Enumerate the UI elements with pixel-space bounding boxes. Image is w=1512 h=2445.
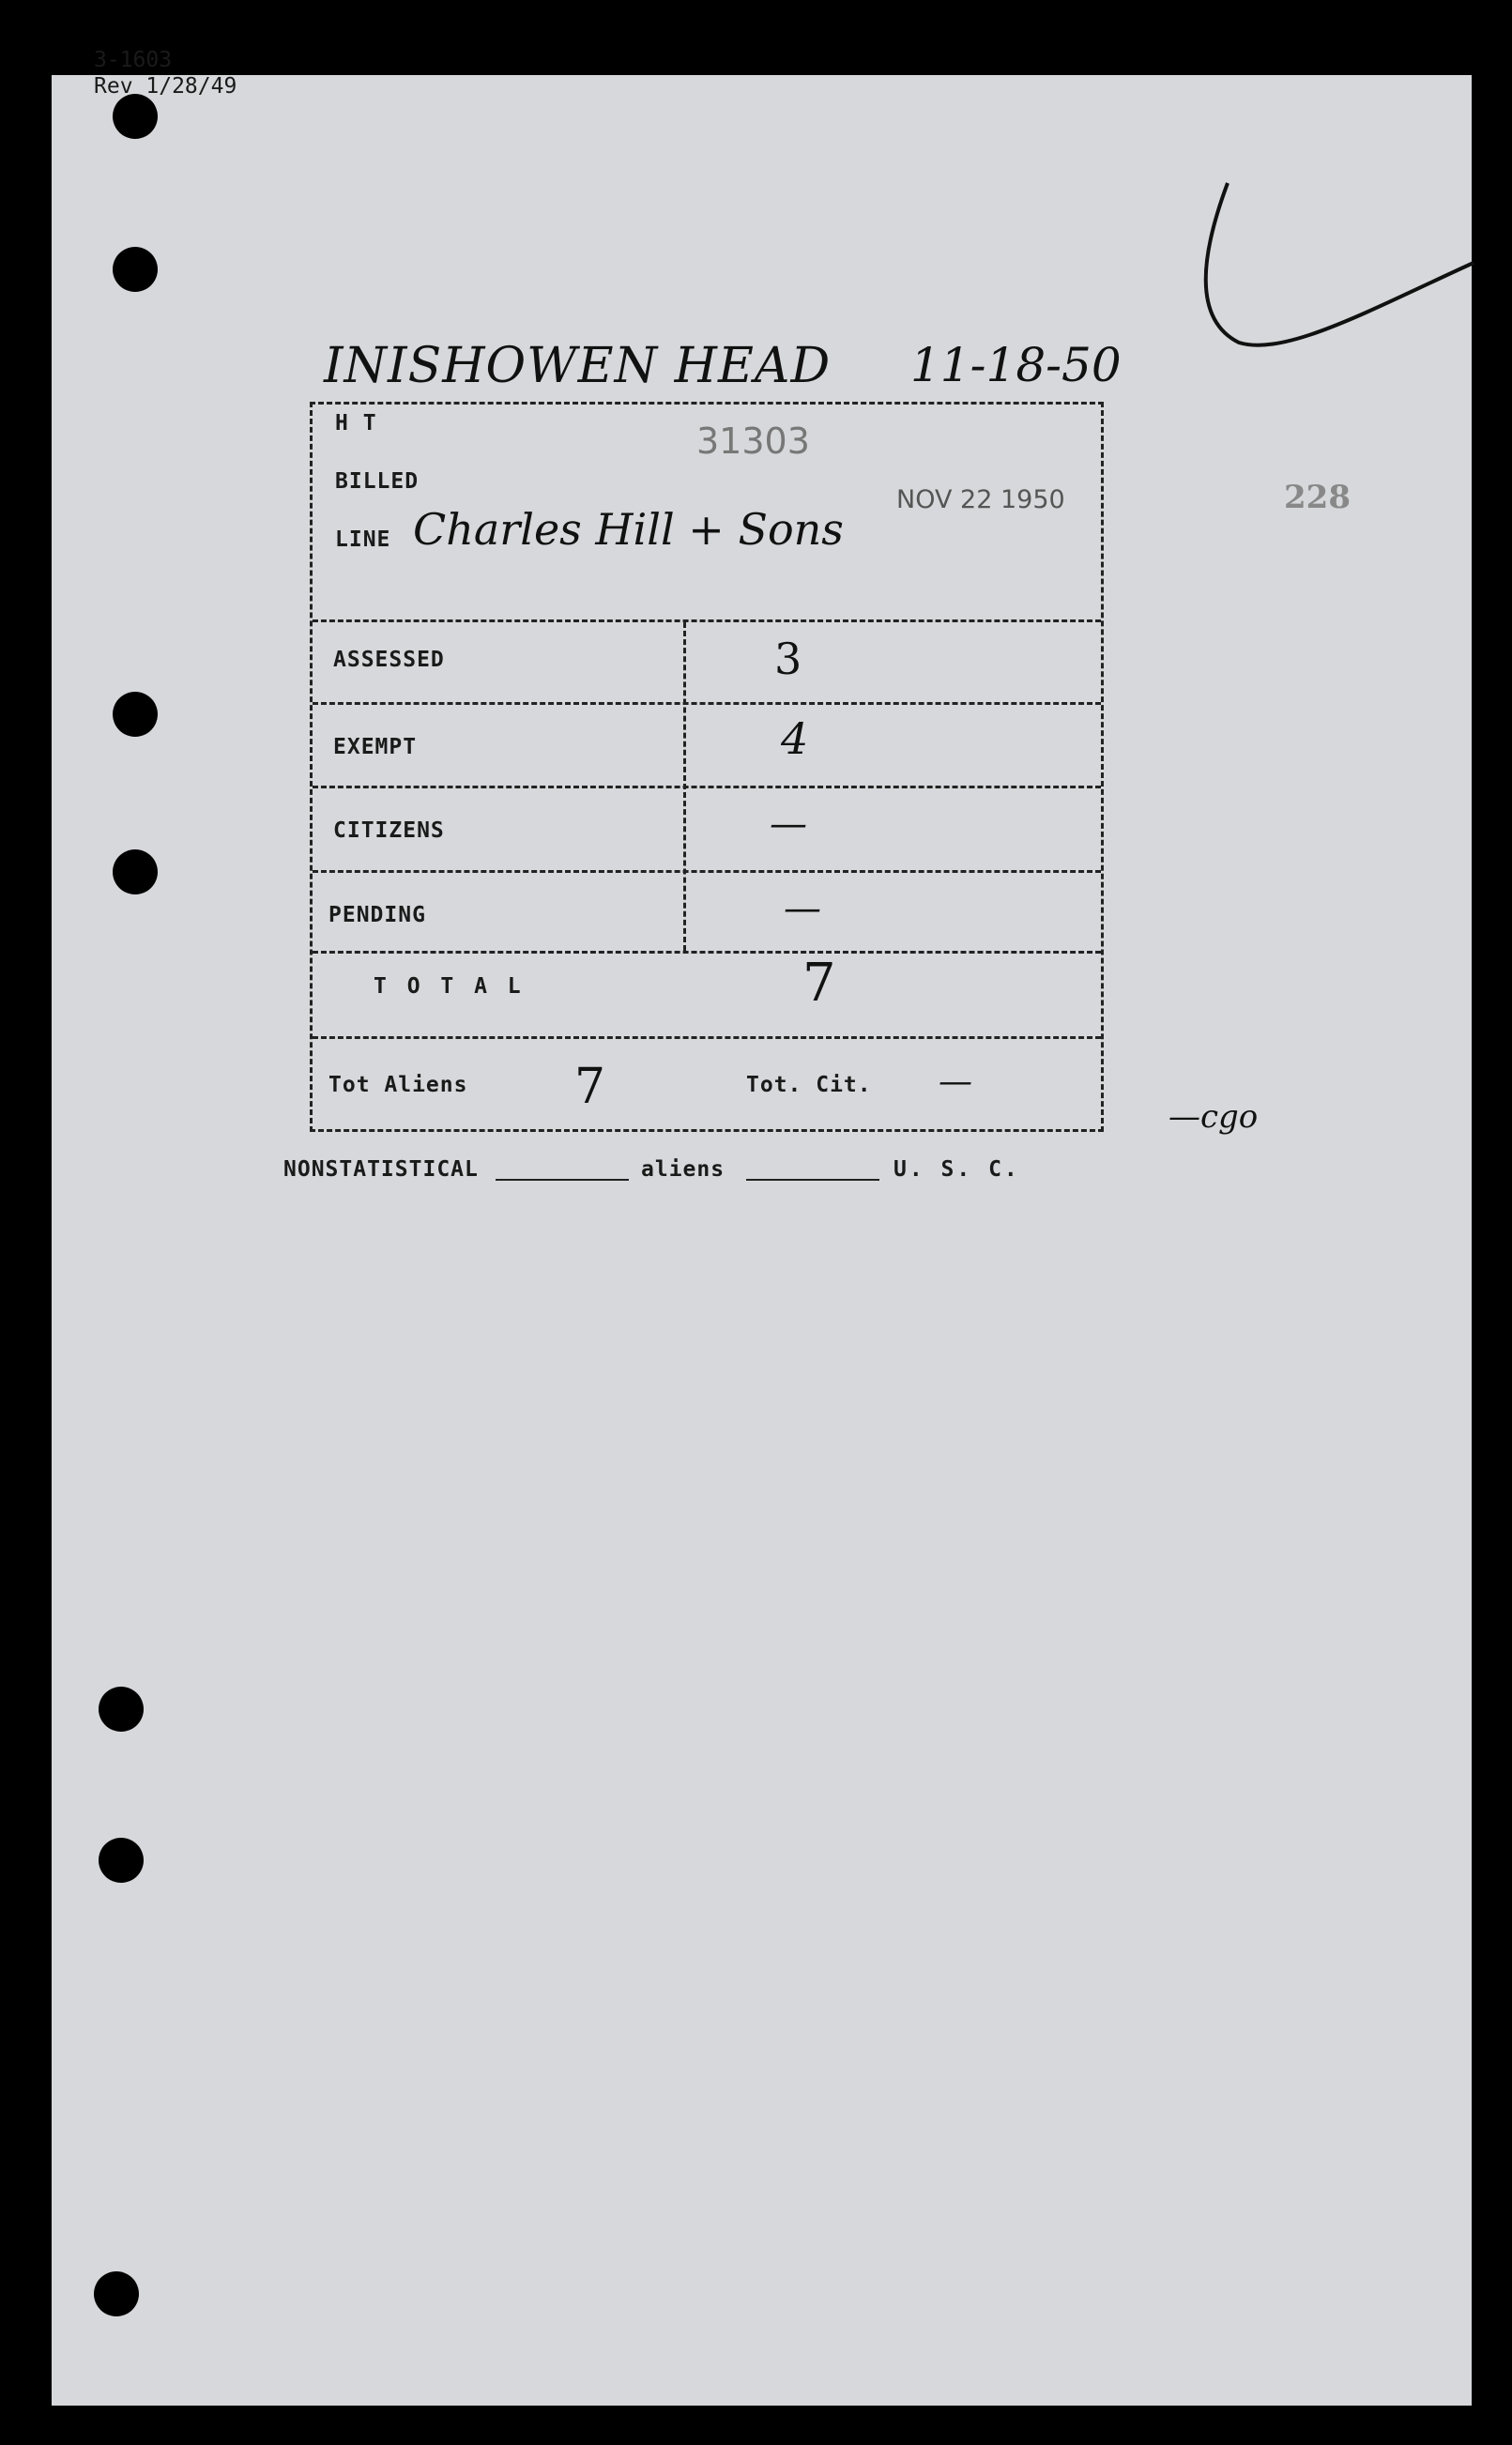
exempt-value: 4 <box>781 713 809 764</box>
ht-label: H T <box>335 411 377 436</box>
assessed-value: 3 <box>774 634 802 684</box>
row-divider <box>313 786 1101 788</box>
line-value: Charles Hill + Sons <box>413 504 844 555</box>
tot-cit-value: — <box>939 1062 972 1101</box>
pending-label: PENDING <box>328 903 426 927</box>
binder-hole <box>113 849 158 894</box>
assessed-label: ASSESSED <box>333 648 445 672</box>
pending-value: — <box>784 887 821 930</box>
row-divider <box>313 619 1101 622</box>
aliens-label: aliens <box>641 1157 725 1182</box>
row-divider <box>313 1036 1101 1039</box>
handwritten-date: 11-18-50 <box>910 338 1122 392</box>
row-divider <box>313 702 1101 705</box>
row-divider <box>313 870 1101 873</box>
date-stamp: NOV 22 1950 <box>896 485 1065 514</box>
total-label: T O T A L <box>374 974 525 999</box>
binder-hole <box>113 247 158 292</box>
citizens-label: CITIZENS <box>333 818 445 843</box>
check-mark-icon <box>1183 178 1483 366</box>
nonstatistical-blank <box>496 1179 629 1181</box>
aliens-blank <box>746 1179 879 1181</box>
page-number: 228 <box>1284 479 1351 516</box>
binder-hole <box>113 94 158 139</box>
row-divider <box>313 951 1101 954</box>
line-label: LINE <box>335 527 391 552</box>
vessel-name: INISHOWEN HEAD <box>324 338 832 394</box>
stamp-number: 31303 <box>696 420 810 462</box>
tot-aliens-value: 7 <box>574 1059 606 1115</box>
billed-label: BILLED <box>335 469 420 494</box>
total-value: 7 <box>802 953 836 1014</box>
citizens-value: — <box>770 802 807 846</box>
binder-hole <box>113 692 158 737</box>
usc-label: U. S. C. <box>893 1157 1020 1182</box>
form-number-block <box>94 47 237 99</box>
column-divider <box>683 622 686 951</box>
binder-hole <box>99 1687 144 1732</box>
tot-aliens-label: Tot Aliens <box>328 1073 468 1097</box>
binder-hole <box>94 2271 139 2316</box>
form-number: 3-1603 <box>94 48 173 72</box>
nonstatistical-label: NONSTATISTICAL <box>283 1157 479 1182</box>
binder-hole <box>99 1838 144 1883</box>
exempt-label: EXEMPT <box>333 735 418 759</box>
tot-cit-label: Tot. Cit. <box>746 1073 872 1097</box>
form-revision: Rev 1/28/49 <box>94 74 237 99</box>
side-note: —cgo <box>1168 1098 1259 1136</box>
